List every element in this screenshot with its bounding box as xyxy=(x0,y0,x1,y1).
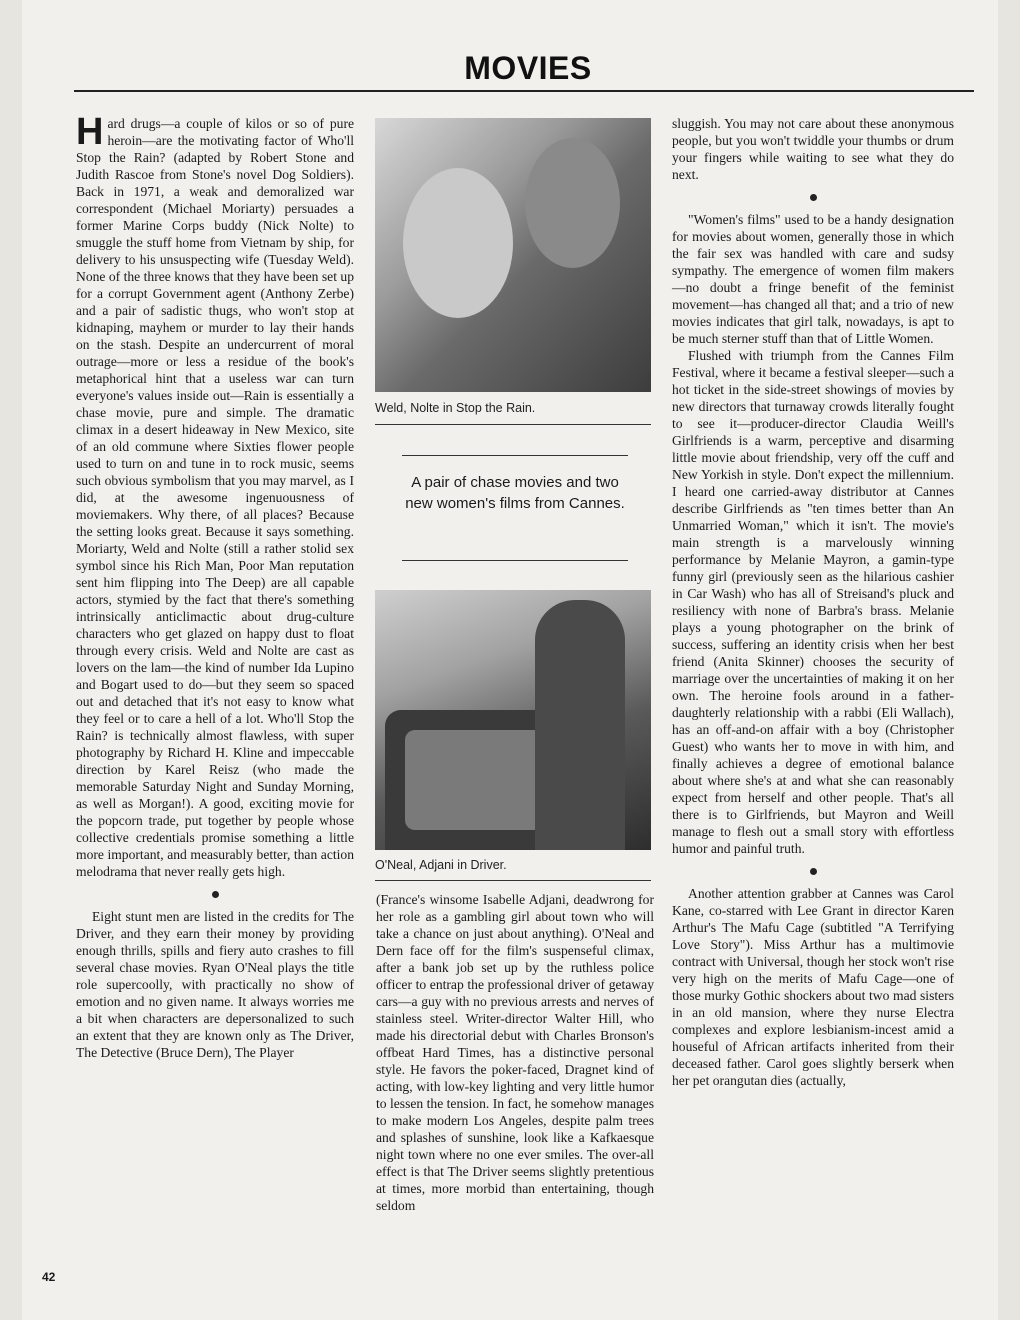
article-paragraph: Eight stunt men are listed in the credits for The Driver, and they earn their money by providing enough thrills, spills and fiery auto crashes to fill several chase movies. Ryan O'Neal plays the title role supercoolly, with practically no show of emotion and no given name. It always worries me a bit when characters are depersonalized to such an extent that they are known only as The Driver, The Detective (Bruce Dern), The Player xyxy=(76,909,354,1060)
pullquote-rule-bottom xyxy=(402,560,628,561)
section-bullet xyxy=(672,867,954,877)
bullet-icon xyxy=(810,194,817,201)
article-paragraph: sluggish. You may not care about these anonymous people, but you won't twiddle your thumbs or drum your fingers while waiting to see what they do next. xyxy=(672,116,954,182)
article-paragraph: (France's winsome Isabelle Adjani, deadwrong for her role as a gambling girl about town who will take a chance on just about anything). O'Neal and Dern face off for the film's suspenseful climax, after a bank job set up by the ruthless police officer to entrap the professional driver of getaway cars—a guy with no previous arrests and nerves of stainless steel. Writer-director Walter Hill, who made his directorial debut with Charles Bronson's offbeat Hard Times, has a distinctive personal style. He favors the poker-faced, Dragnet kind of acting, with low-key lighting and very little humor to lessen the tension. In fact, he somehow manages to make modern Los Angeles, despite palm trees and splashes of sunshine, look like a Kafkaesque night town where no one ever smiles. The over-all effect is that The Driver seems slightly pretentious at times, more morbid than entertaining, though seldom xyxy=(376,892,654,1213)
article-column-2 xyxy=(376,891,654,1291)
article-paragraph: Another attention grabber at Cannes was Carol Kane, co-starred with Lee Grant in director Karen Arthur's The Mafu Cage (subtitled "A Terrifying Love Story"). Miss Arthur has a multimovie contract with Universal, though her stock won't rise very high on the merits of Mafu Cage—one of those murky Gothic shockers about two mad sisters in an old mansion, where they nurse Electra complexes and explore lesbianism-incest amid a houseful of African artifacts inherited from their deceased father. Carol goes slightly berserk when her pet orangutan dies (actually, xyxy=(672,886,954,1088)
photo-caption: O'Neal, Adjani in Driver. xyxy=(375,858,507,872)
magazine-page xyxy=(22,0,998,1320)
photo-driver xyxy=(375,590,651,850)
header-rule xyxy=(74,90,974,92)
article-column-1 xyxy=(76,111,354,1285)
pull-quote: A pair of chase movies and two new women's films from Cannes. xyxy=(405,474,625,512)
article-paragraph xyxy=(76,111,354,880)
caption-rule xyxy=(375,424,651,425)
bullet-icon xyxy=(212,891,219,898)
pullquote-rule-top xyxy=(402,455,628,456)
photo-figure-weld xyxy=(403,168,513,318)
drop-cap: H xyxy=(76,111,104,153)
section-title: MOVIES xyxy=(464,50,592,86)
photo-stop-the-rain xyxy=(375,118,651,392)
article-paragraph: "Women's films" used to be a handy designation for movies about women, generally those in which the fair sex was handled with care and sudsy sympathy. The emergence of women film makers—no doubt a fringe benefit of the feminist movement—has changed all that; and a trio of new movies indicates that girl talk, nowadays, is apt to be much sterner stuff than that of Little Women. xyxy=(672,212,954,346)
caption-rule xyxy=(375,880,651,881)
page-header xyxy=(22,48,998,98)
section-bullet xyxy=(76,890,354,900)
article-paragraph: Flushed with triumph from the Cannes Film Festival, where it became a festival sleeper—such a hot ticket in the side-street showings of movies by new directors that turnaway crowds literally fought to see it—producer-director Claudia Weill's Girlfriends is a warm, perceptive and disarming little movie about friendship, very off the cuff and New Yorkish in style. Don't expect the millennium. I heard one carried-away distributor at Cannes describe Girlfriends as "ten times better than An Unmarried Woman," which it isn't. The movie's main strength is a marvelously winning performance by Melanie Mayron, a gamin-type funny girl (previously seen as the hilarious cashier in Car Wash) who has all of Streisand's pluck and resiliency with none of Barbra's brass. Melanie plays a young photographer on the brink of success, suffering an identity crisis when her best friend (Anita Skinner) chooses the security of marriage over the uncertainties of making it on her own. The heroine fools around in a father-daughterly relationship with a rabbi (Eli Wallach), has an off-and-on affair with a boy (Christopher Guest) who wants her to move in with him, and finally achieves a degree of emotional balance about where she's at and what she can reasonably expect from herself and other people. That's all there is to Girlfriends, but Mayron and Weill manage to flesh out a small story with effortless humor and painful truth. xyxy=(672,348,954,856)
bullet-icon xyxy=(810,868,817,875)
article-column-3 xyxy=(672,115,954,1285)
photo-figure-adjani xyxy=(535,600,625,850)
page-number: 42 xyxy=(42,1270,56,1284)
section-bullet xyxy=(672,193,954,203)
photo-caption: Weld, Nolte in Stop the Rain. xyxy=(375,401,536,415)
paragraph-text: ard drugs—a couple of kilos or so of pure heroin—are the motivating factor of Who'll Stop the Rain? (adapted by Robert Stone and Judith Rascoe from Stone's novel Dog Soldiers). Back in 1971, a weak and demoralized war correspondent (Michael Moriarty) persuades a former Marine Corps buddy (Nick Nolte) to smuggle the stuff home from Vietnam by ship, for delivery to his unsuspecting wife (Tuesday Weld). None of the three knows that they have been set up for a corrupt Government agent (Anthony Zerbe) and a pair of sadistic thugs, who won't stop at kidnaping, mayhem or murder to lay their hands on the stash. Despite an undercurrent of moral outrage—more or less a residue of the book's metaphorical hint that a useless war can turn everyone's values inside out—Rain is essentially a chase movie, pure and simple. The dramatic climax in a desert hideaway in New Mexico, site of an old commune where Sixties flower people used to turn on and tune in to rock music, seems such obvious symbolism that you may marvel, as I did, at the awesome ingenuousness of moviemakers. Why there, of all places? Because the setting looks great. Because it says something. Moriarty, Weld and Nolte (still a rather stolid sex symbol since his Rich Man, Poor Man reputation sent him flipping into The Deep) are all capable actors, stymied by the fact that there's something intrinsically anticlimactic about drug-culture characters who get glazed on happy dust to float through every crisis. Weld and Nolte are cast as lovers on the lam—the kind of number Ida Lupino and Bogart used to do—but they seem so spaced out and detached that it's not easy to know what they feel or to care a hell of a lot. Who'll Stop the Rain? is technically almost flawless, with super photography by Richard H. Kline and impeccable direction by Karel Reisz (who made the memorable Saturday Night and Sunday Morning, as well as Morgan!). A good, exciting movie for the popcorn trade, put together by people whose collective credentials promise something a little more important, and measurably better, than action melodrama that never really gets high. xyxy=(76,116,354,879)
photo-figure-nolte xyxy=(525,138,620,268)
